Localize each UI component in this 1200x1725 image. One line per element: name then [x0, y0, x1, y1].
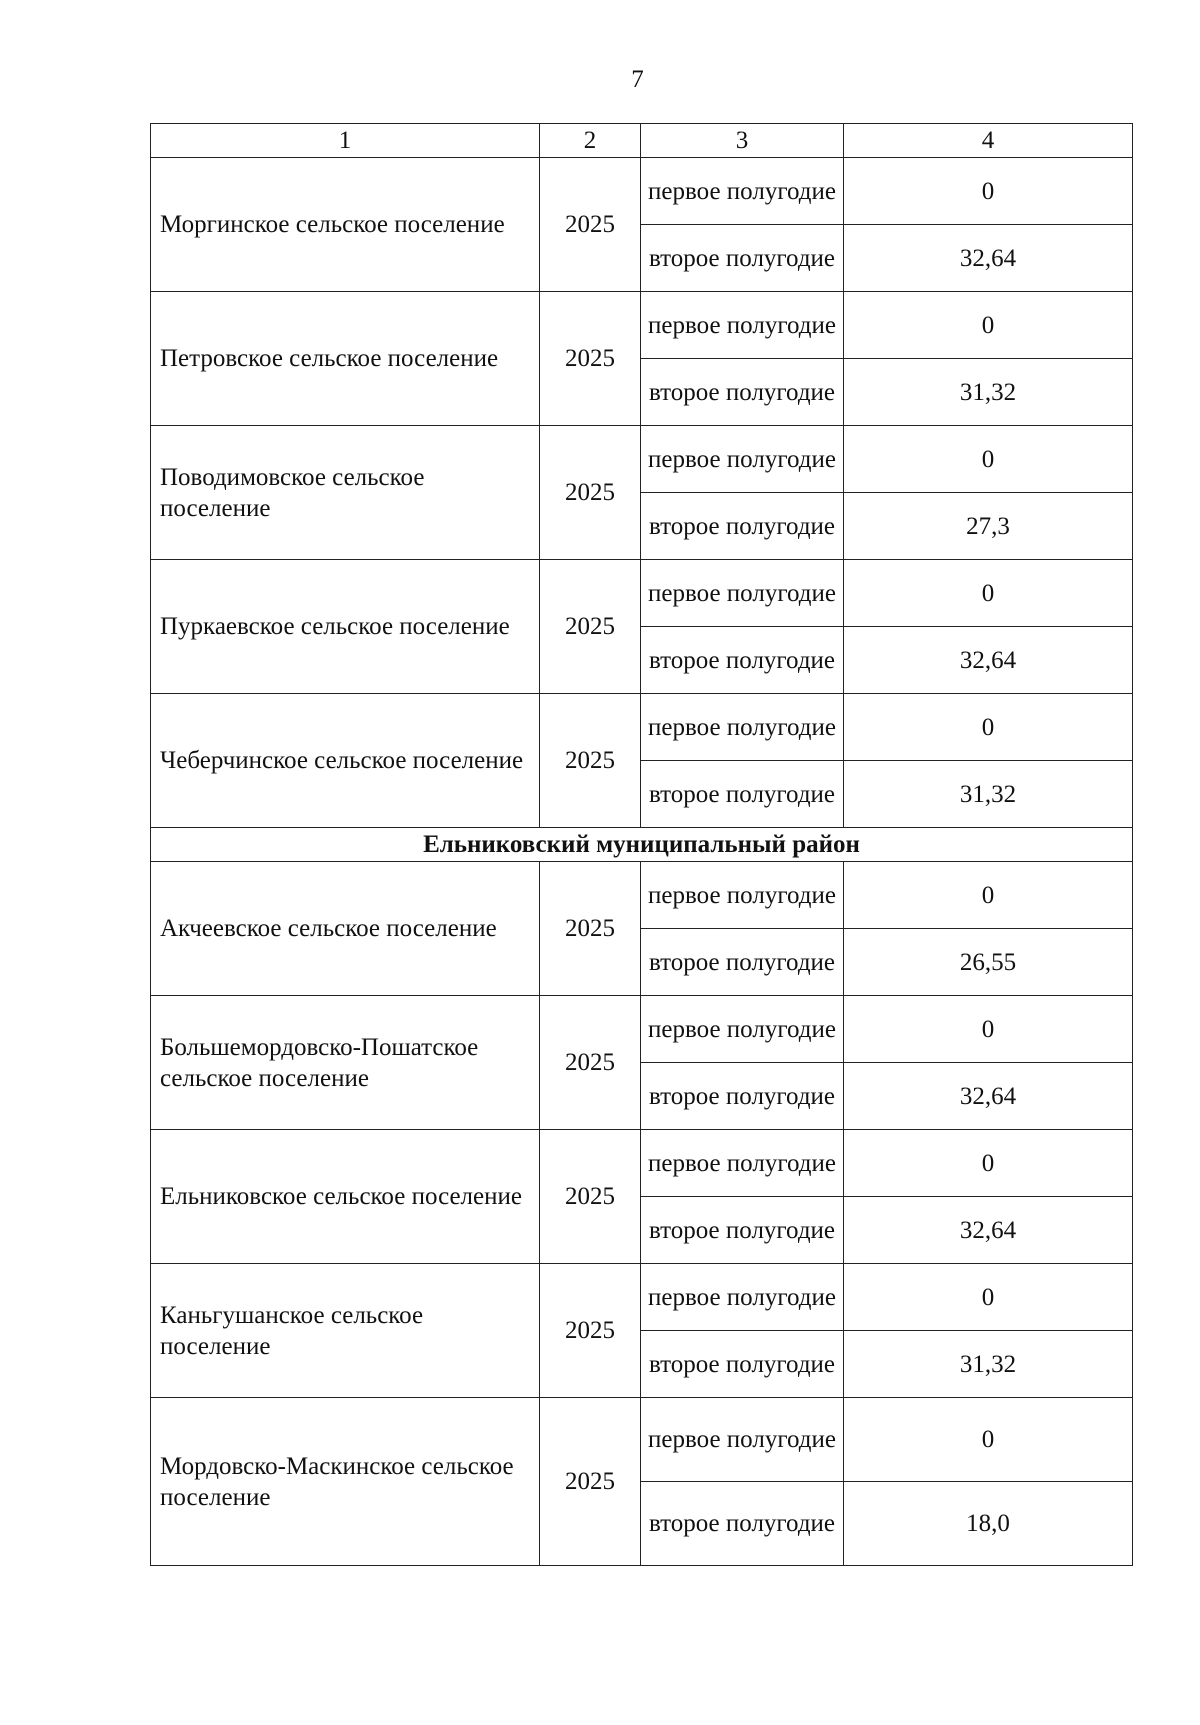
period-cell: второе полугодие [641, 359, 844, 426]
table-row [151, 862, 1133, 929]
column-header-2: 2 [540, 124, 641, 158]
period-cell: второе полугодие [641, 929, 844, 996]
year-cell: 2025 [540, 1264, 641, 1398]
year-cell: 2025 [540, 1398, 641, 1566]
settlement-name: Ельниковское сельское поселение [151, 1130, 540, 1264]
year-cell: 2025 [540, 996, 641, 1130]
settlement-name: Петровское сельское поселение [151, 292, 540, 426]
period-cell: первое полугодие [641, 292, 844, 359]
column-header-4: 4 [844, 124, 1133, 158]
year-cell: 2025 [540, 1130, 641, 1264]
period-cell: первое полугодие [641, 560, 844, 627]
value-cell: 0 [844, 694, 1133, 761]
year-cell: 2025 [540, 862, 641, 996]
value-cell: 0 [844, 1264, 1133, 1331]
value-cell: 0 [844, 1398, 1133, 1482]
settlement-name: Пуркаевское сельское поселение [151, 560, 540, 694]
value-cell: 0 [844, 292, 1133, 359]
table-row [151, 292, 1133, 359]
period-cell: первое полугодие [641, 1398, 844, 1482]
settlement-name: Каньгушанское сельское поселение [151, 1264, 540, 1398]
section-title: Ельниковский муниципальный район [151, 828, 1133, 862]
table-row [151, 426, 1133, 493]
section-row [151, 828, 1133, 862]
settlement-name: Акчеевское сельское поселение [151, 862, 540, 996]
period-cell: первое полугодие [641, 158, 844, 225]
year-cell: 2025 [540, 292, 641, 426]
value-cell: 0 [844, 996, 1133, 1063]
period-cell: первое полугодие [641, 862, 844, 929]
year-cell: 2025 [540, 560, 641, 694]
period-cell: второе полугодие [641, 1331, 844, 1398]
year-cell: 2025 [540, 426, 641, 560]
page-number: 7 [631, 66, 644, 93]
value-cell: 0 [844, 560, 1133, 627]
period-cell: второе полугодие [641, 627, 844, 694]
period-cell: второе полугодие [641, 1197, 844, 1264]
value-cell: 0 [844, 426, 1133, 493]
year-cell: 2025 [540, 694, 641, 828]
allocation-table [150, 123, 1133, 1566]
table-row [151, 158, 1133, 225]
value-cell: 31,32 [844, 1331, 1133, 1398]
header-row [151, 124, 1133, 158]
value-cell: 31,32 [844, 359, 1133, 426]
period-cell: первое полугодие [641, 694, 844, 761]
value-cell: 32,64 [844, 627, 1133, 694]
table-row [151, 694, 1133, 761]
period-cell: первое полугодие [641, 426, 844, 493]
period-cell: первое полугодие [641, 1130, 844, 1197]
period-cell: первое полугодие [641, 996, 844, 1063]
settlement-name: Мордовско-Маскинское сельское поселение [151, 1398, 540, 1566]
period-cell: первое полугодие [641, 1264, 844, 1331]
value-cell: 31,32 [844, 761, 1133, 828]
value-cell: 0 [844, 862, 1133, 929]
period-cell: второе полугодие [641, 761, 844, 828]
table-row [151, 1130, 1133, 1197]
settlement-name: Моргинское сельское поселение [151, 158, 540, 292]
settlement-name: Большемордовско-Пошатское сельское поселение [151, 996, 540, 1130]
value-cell: 0 [844, 158, 1133, 225]
table-row [151, 1264, 1133, 1331]
settlement-name: Чеберчинское сельское поселение [151, 694, 540, 828]
column-header-3: 3 [641, 124, 844, 158]
column-header-1: 1 [151, 124, 540, 158]
value-cell: 32,64 [844, 225, 1133, 292]
table-row [151, 1398, 1133, 1482]
value-cell: 18,0 [844, 1482, 1133, 1566]
settlement-name: Поводимовское сельское поселение [151, 426, 540, 560]
period-cell: второе полугодие [641, 493, 844, 560]
value-cell: 27,3 [844, 493, 1133, 560]
period-cell: второе полугодие [641, 1482, 844, 1566]
period-cell: второе полугодие [641, 225, 844, 292]
year-cell: 2025 [540, 158, 641, 292]
value-cell: 0 [844, 1130, 1133, 1197]
value-cell: 26,55 [844, 929, 1133, 996]
table-row [151, 560, 1133, 627]
value-cell: 32,64 [844, 1063, 1133, 1130]
period-cell: второе полугодие [641, 1063, 844, 1130]
value-cell: 32,64 [844, 1197, 1133, 1264]
table-row [151, 996, 1133, 1063]
